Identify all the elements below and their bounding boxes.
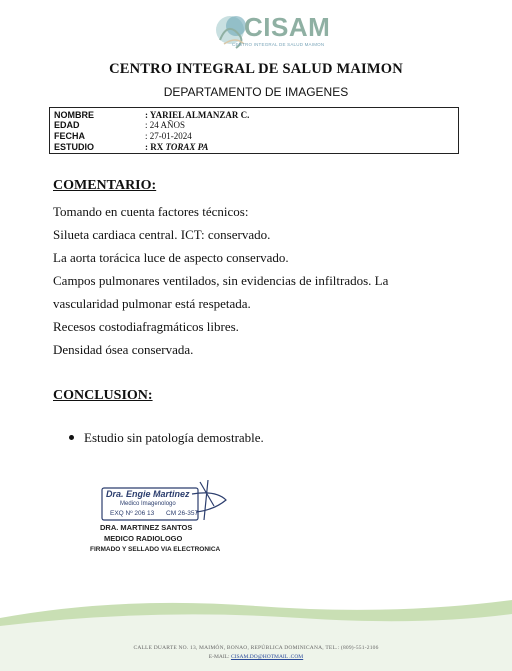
age-label: EDAD bbox=[54, 120, 80, 130]
stamp-name: Dra. Engie Martinez bbox=[106, 489, 190, 499]
comment-line: Recesos costodiafragmáticos libres. bbox=[53, 319, 239, 334]
comment-heading: COMENTARIO: bbox=[53, 178, 157, 193]
comment-line: vascularidad pulmonar está respetada. bbox=[53, 296, 251, 311]
name-label: NOMBRE bbox=[54, 110, 94, 120]
name-value: : YARIEL ALMANZAR C. bbox=[145, 110, 250, 120]
conclusion-item: Estudio sin patología demostrable. bbox=[84, 430, 264, 445]
comment-line: Tomando en cuenta factores técnicos: bbox=[53, 204, 249, 219]
stamp-cm: CM 26-357 bbox=[166, 510, 199, 517]
conclusion-heading: CONCLUSION: bbox=[53, 388, 153, 403]
comment-line: Silueta cardiaca central. ICT: conservado. bbox=[53, 227, 271, 242]
date-value: : 27-01-2024 bbox=[145, 131, 192, 141]
department-name: DEPARTAMENTO DE IMAGENES bbox=[163, 85, 349, 99]
patient-info-box bbox=[49, 107, 459, 154]
logo-wordmark: CISAM bbox=[244, 12, 331, 42]
footer-email-line: E-MAIL: CISAM.DO@HOTMAIL .COM bbox=[208, 654, 304, 660]
date-label: FECHA bbox=[54, 131, 85, 141]
page-title: CENTRO INTEGRAL DE SALUD MAIMON bbox=[109, 61, 403, 77]
doctor-title: MEDICO RADIOLOGO bbox=[104, 534, 183, 543]
stamp-exq: EXQ Nº 206 13 bbox=[110, 510, 155, 517]
study-value: : RX TORAX PA bbox=[145, 142, 209, 152]
study-label: ESTUDIO bbox=[54, 142, 95, 152]
stamp-role: Medico Imagenologo bbox=[120, 501, 176, 507]
doctor-name: DRA. MARTINEZ SANTOS bbox=[100, 523, 193, 532]
comment-line: Campos pulmonares ventilados, sin evidencias de infiltrados. La bbox=[53, 273, 389, 288]
signature-note: FIRMADO Y SELLADO VIA ELECTRONICA bbox=[90, 546, 221, 553]
comment-line: Densidad ósea conservada. bbox=[53, 342, 194, 357]
footer-address: CALLE DUARTE NO. 13, MAIMÓN, BONAO, REPÚBLICA DOMINICANA, TEL.: (809)-551-2106 bbox=[133, 645, 379, 651]
age-value: : 24 AÑOS bbox=[145, 120, 186, 130]
bullet-icon bbox=[69, 435, 74, 440]
footer-email-link[interactable]: CISAM.DO@HOTMAIL .COM bbox=[230, 654, 304, 660]
comment-line: La aorta torácica luce de aspecto conservado. bbox=[53, 250, 289, 265]
logo-subtitle: CENTRO INTEGRAL DE SALUD MAIMON bbox=[232, 42, 325, 47]
